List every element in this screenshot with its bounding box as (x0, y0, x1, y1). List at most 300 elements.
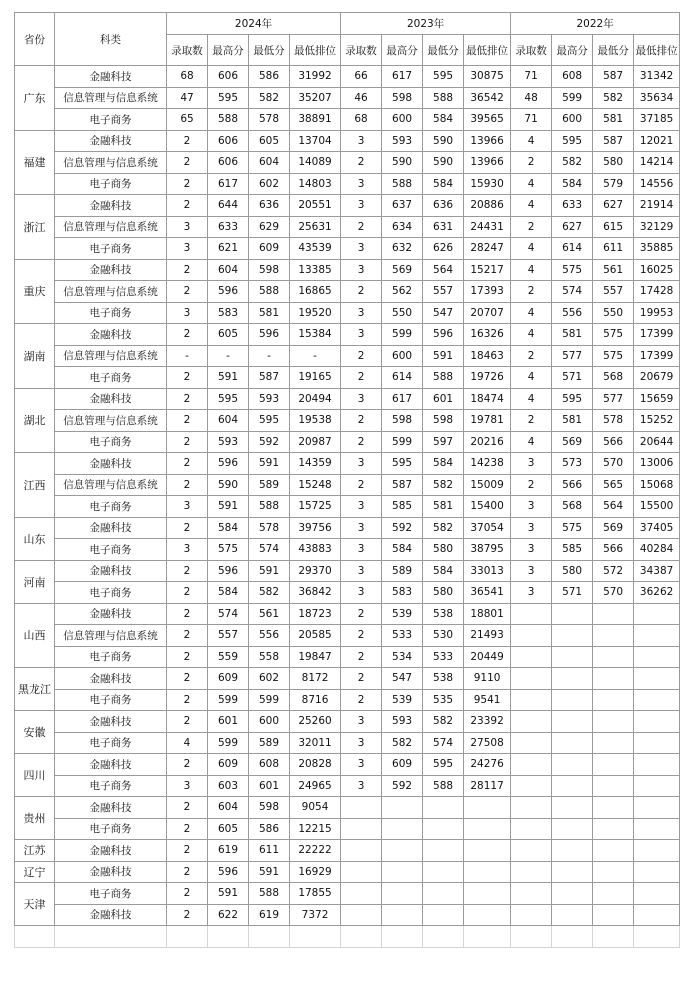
min-score-cell: 561 (593, 259, 634, 281)
table-row (15, 281, 680, 303)
table-row (15, 474, 680, 496)
admitted-count-cell: 2 (167, 453, 208, 475)
max-score-cell: 580 (552, 560, 593, 582)
max-score-cell: 583 (382, 582, 423, 604)
max-score-cell: 633 (208, 216, 249, 238)
table-row (15, 517, 680, 539)
admitted-count-cell: 4 (511, 173, 552, 195)
max-score-cell (552, 668, 593, 690)
admitted-count-cell: 2 (341, 281, 382, 303)
min-score-cell: 611 (593, 238, 634, 260)
table-row (15, 302, 680, 324)
min-rank-cell: 32129 (634, 216, 680, 238)
min-rank-cell: 13966 (464, 152, 511, 174)
min-rank-cell: 19953 (634, 302, 680, 324)
max-score-cell: 599 (382, 431, 423, 453)
admitted-count-cell: 2 (167, 625, 208, 647)
table-row (15, 324, 680, 346)
admitted-count-cell: 2 (167, 603, 208, 625)
province-cell: 辽宁 (15, 861, 55, 883)
major-cell: 金融科技 (55, 388, 167, 410)
min-rank-cell: 39565 (464, 109, 511, 131)
year-header-2022: 2022年 (511, 13, 680, 35)
table-row (15, 797, 680, 819)
min-score-cell: 597 (423, 431, 464, 453)
admitted-count-cell: 68 (341, 109, 382, 131)
admitted-count-cell: 3 (511, 539, 552, 561)
admitted-count-cell (341, 861, 382, 883)
max-score-cell: 593 (208, 431, 249, 453)
admitted-count-cell: 2 (341, 474, 382, 496)
empty-cell (290, 926, 341, 948)
max-score-cell: 575 (208, 539, 249, 561)
min-score-cell: 575 (593, 345, 634, 367)
min-rank-cell: 16929 (290, 861, 341, 883)
min-rank-cell: 12215 (290, 818, 341, 840)
min-rank-cell: 14238 (464, 453, 511, 475)
max-score-cell: 585 (382, 496, 423, 518)
min-rank-cell: 28117 (464, 775, 511, 797)
col-header-admitted: 录取数 (167, 35, 208, 66)
major-cell: 信息管理与信息系统 (55, 152, 167, 174)
max-score-cell: 598 (382, 87, 423, 109)
admitted-count-cell: 2 (167, 324, 208, 346)
table-row (15, 732, 680, 754)
admitted-count-cell: 2 (167, 130, 208, 152)
major-cell: 金融科技 (55, 130, 167, 152)
min-rank-cell (634, 754, 680, 776)
table-row (15, 345, 680, 367)
min-score-cell: 582 (423, 517, 464, 539)
major-cell: 信息管理与信息系统 (55, 625, 167, 647)
min-rank-cell: 32011 (290, 732, 341, 754)
admitted-count-cell (511, 732, 552, 754)
admitted-count-cell: 65 (167, 109, 208, 131)
admitted-count-cell: 2 (167, 646, 208, 668)
admitted-count-cell: 3 (167, 496, 208, 518)
max-score-cell: 599 (208, 732, 249, 754)
max-score-cell: 599 (382, 324, 423, 346)
admitted-count-cell: 2 (167, 818, 208, 840)
table-row (15, 603, 680, 625)
empty-cell (15, 926, 55, 948)
table-row (15, 625, 680, 647)
min-score-cell (593, 732, 634, 754)
table-row (15, 130, 680, 152)
min-rank-cell: 37054 (464, 517, 511, 539)
min-rank-cell: 31992 (290, 66, 341, 88)
admitted-count-cell: 4 (511, 431, 552, 453)
admitted-count-cell: 3 (341, 388, 382, 410)
major-cell: 电子商务 (55, 496, 167, 518)
admitted-count-cell: 2 (167, 883, 208, 905)
min-score-cell: 629 (249, 216, 290, 238)
admitted-count-cell (511, 818, 552, 840)
min-score-cell: 556 (249, 625, 290, 647)
min-rank-cell: 21493 (464, 625, 511, 647)
major-cell: 电子商务 (55, 646, 167, 668)
min-rank-cell: 20987 (290, 431, 341, 453)
major-cell: 信息管理与信息系统 (55, 216, 167, 238)
admitted-count-cell (511, 668, 552, 690)
min-score-cell: 578 (249, 109, 290, 131)
admitted-count-cell: 66 (341, 66, 382, 88)
admitted-count-cell (511, 861, 552, 883)
min-score-cell: 538 (423, 668, 464, 690)
major-cell: 金融科技 (55, 711, 167, 733)
min-score-cell: 584 (423, 560, 464, 582)
admitted-count-cell: 2 (167, 367, 208, 389)
max-score-cell: 571 (552, 367, 593, 389)
min-score-cell: 538 (423, 603, 464, 625)
admitted-count-cell (511, 904, 552, 926)
min-rank-cell: 22222 (290, 840, 341, 862)
max-score-cell: 617 (382, 388, 423, 410)
admitted-count-cell (511, 646, 552, 668)
admitted-count-cell: 3 (167, 775, 208, 797)
min-rank-cell (634, 904, 680, 926)
max-score-cell: 584 (382, 539, 423, 561)
admitted-count-cell (341, 818, 382, 840)
min-rank-cell: 15725 (290, 496, 341, 518)
max-score-cell (552, 711, 593, 733)
min-rank-cell (464, 818, 511, 840)
admitted-count-cell: 3 (341, 496, 382, 518)
max-score-cell: 600 (552, 109, 593, 131)
admitted-count-cell: 2 (167, 517, 208, 539)
min-score-cell: 615 (593, 216, 634, 238)
admitted-count-cell: 2 (511, 281, 552, 303)
min-rank-cell: 17393 (464, 281, 511, 303)
admitted-count-cell: 68 (167, 66, 208, 88)
min-rank-cell: 15500 (634, 496, 680, 518)
max-score-cell: 632 (382, 238, 423, 260)
min-rank-cell: 29370 (290, 560, 341, 582)
admitted-count-cell: 3 (341, 195, 382, 217)
min-rank-cell: 20679 (634, 367, 680, 389)
max-score-cell (552, 883, 593, 905)
min-rank-cell (464, 883, 511, 905)
min-score-cell: 587 (249, 367, 290, 389)
min-score-cell: 581 (593, 109, 634, 131)
min-rank-cell: 43883 (290, 539, 341, 561)
min-rank-cell (634, 775, 680, 797)
min-rank-cell: 19781 (464, 410, 511, 432)
max-score-cell: 534 (382, 646, 423, 668)
major-cell: 电子商务 (55, 818, 167, 840)
min-score-cell: 564 (593, 496, 634, 518)
max-score-cell: 596 (208, 861, 249, 883)
province-cell: 天津 (15, 883, 55, 926)
min-score-cell: 598 (423, 410, 464, 432)
col-header-min-score: 最低分 (593, 35, 634, 66)
min-score-cell (423, 797, 464, 819)
admitted-count-cell: 4 (511, 195, 552, 217)
max-score-cell: 596 (208, 281, 249, 303)
min-score-cell: 601 (423, 388, 464, 410)
major-cell: 电子商务 (55, 109, 167, 131)
max-score-cell: 574 (208, 603, 249, 625)
min-score-cell: 591 (249, 560, 290, 582)
max-score-cell: 591 (208, 367, 249, 389)
min-rank-cell: 19726 (464, 367, 511, 389)
min-rank-cell: 17428 (634, 281, 680, 303)
max-score-cell: 595 (208, 388, 249, 410)
empty-cell (634, 926, 680, 948)
admitted-count-cell (511, 689, 552, 711)
table-row (15, 711, 680, 733)
max-score-cell: 595 (208, 87, 249, 109)
min-rank-cell: 20828 (290, 754, 341, 776)
table-row (15, 259, 680, 281)
max-score-cell: 584 (208, 517, 249, 539)
admitted-count-cell: 3 (341, 238, 382, 260)
min-rank-cell: 20886 (464, 195, 511, 217)
max-score-cell (382, 818, 423, 840)
min-rank-cell: 15248 (290, 474, 341, 496)
min-score-cell: 570 (593, 453, 634, 475)
province-cell: 湖南 (15, 324, 55, 389)
empty-cell (464, 926, 511, 948)
min-rank-cell: 15384 (290, 324, 341, 346)
min-rank-cell: 33013 (464, 560, 511, 582)
min-rank-cell: 20644 (634, 431, 680, 453)
min-rank-cell: 14214 (634, 152, 680, 174)
min-score-cell: 580 (423, 582, 464, 604)
table-row (15, 431, 680, 453)
admitted-count-cell: 2 (167, 904, 208, 926)
min-score-cell (593, 646, 634, 668)
min-score-cell: 588 (249, 496, 290, 518)
min-rank-cell: 18723 (290, 603, 341, 625)
admitted-count-cell: 2 (511, 216, 552, 238)
admitted-count-cell: 3 (341, 732, 382, 754)
min-rank-cell (634, 840, 680, 862)
admitted-count-cell: 2 (511, 474, 552, 496)
max-score-cell: 627 (552, 216, 593, 238)
col-header-admitted: 录取数 (341, 35, 382, 66)
year-header-2023: 2023年 (341, 13, 511, 35)
min-rank-cell (634, 711, 680, 733)
admitted-count-cell: 3 (167, 216, 208, 238)
max-score-cell: 600 (382, 109, 423, 131)
max-score-cell: 575 (552, 517, 593, 539)
min-score-cell: 580 (593, 152, 634, 174)
province-cell: 山西 (15, 603, 55, 668)
major-cell: 电子商务 (55, 689, 167, 711)
min-score-cell (593, 754, 634, 776)
min-score-cell: 566 (593, 539, 634, 561)
max-score-cell: 600 (382, 345, 423, 367)
min-score-cell (593, 625, 634, 647)
min-score-cell: 591 (249, 453, 290, 475)
admitted-count-cell: 2 (341, 152, 382, 174)
table-body (15, 66, 680, 948)
min-score-cell: 589 (249, 732, 290, 754)
min-score-cell: 579 (593, 173, 634, 195)
table-row (15, 216, 680, 238)
min-rank-cell (464, 861, 511, 883)
table-row (15, 818, 680, 840)
table-row (15, 668, 680, 690)
admitted-count-cell: 3 (341, 259, 382, 281)
min-rank-cell (634, 818, 680, 840)
min-score-cell (423, 818, 464, 840)
max-score-cell: 591 (208, 496, 249, 518)
min-score-cell (593, 818, 634, 840)
min-score-cell: 592 (249, 431, 290, 453)
min-score-cell (423, 883, 464, 905)
max-score-cell: 634 (382, 216, 423, 238)
min-score-cell: 570 (593, 582, 634, 604)
max-score-cell: 569 (552, 431, 593, 453)
min-rank-cell: 19538 (290, 410, 341, 432)
max-score-cell: 604 (208, 410, 249, 432)
max-score-cell: 592 (382, 775, 423, 797)
min-score-cell: 596 (249, 324, 290, 346)
min-rank-cell: 16326 (464, 324, 511, 346)
min-rank-cell: 15400 (464, 496, 511, 518)
admitted-count-cell: 2 (341, 689, 382, 711)
admitted-count-cell: 2 (167, 797, 208, 819)
admitted-count-cell: 2 (167, 152, 208, 174)
min-score-cell: 596 (423, 324, 464, 346)
min-score-cell: 626 (423, 238, 464, 260)
admitted-count-cell: 2 (341, 625, 382, 647)
col-header-max-score: 最高分 (552, 35, 593, 66)
admitted-count-cell: 3 (167, 238, 208, 260)
col-header-min-score: 最低分 (423, 35, 464, 66)
max-score-cell: 606 (208, 130, 249, 152)
table-row (15, 238, 680, 260)
table-row (15, 195, 680, 217)
province-cell: 山东 (15, 517, 55, 560)
min-rank-cell (464, 904, 511, 926)
admitted-count-cell (511, 754, 552, 776)
min-rank-cell (634, 797, 680, 819)
admitted-count-cell: 4 (511, 388, 552, 410)
min-rank-cell: 16025 (634, 259, 680, 281)
admitted-count-cell: 46 (341, 87, 382, 109)
major-cell: 金融科技 (55, 797, 167, 819)
min-score-cell: 568 (593, 367, 634, 389)
province-cell: 安徽 (15, 711, 55, 754)
min-rank-cell: 36842 (290, 582, 341, 604)
min-rank-cell: 15252 (634, 410, 680, 432)
min-score-cell: 584 (423, 453, 464, 475)
max-score-cell (552, 818, 593, 840)
major-cell: 电子商务 (55, 302, 167, 324)
table-row (15, 87, 680, 109)
max-score-cell: 581 (552, 324, 593, 346)
min-score-cell: 565 (593, 474, 634, 496)
max-score-cell: 637 (382, 195, 423, 217)
min-rank-cell: 9541 (464, 689, 511, 711)
min-score-cell: 575 (593, 324, 634, 346)
table-row (15, 861, 680, 883)
admitted-count-cell: 3 (341, 173, 382, 195)
major-cell: 金融科技 (55, 259, 167, 281)
max-score-cell: 566 (552, 474, 593, 496)
min-rank-cell: 15217 (464, 259, 511, 281)
min-rank-cell: 21914 (634, 195, 680, 217)
province-cell: 湖北 (15, 388, 55, 453)
min-score-cell: 636 (249, 195, 290, 217)
min-score-cell: 584 (423, 109, 464, 131)
max-score-cell (552, 797, 593, 819)
min-score-cell: 557 (423, 281, 464, 303)
max-score-cell: 591 (208, 883, 249, 905)
max-score-cell: 584 (208, 582, 249, 604)
min-score-cell: 582 (593, 87, 634, 109)
max-score-cell: 598 (382, 410, 423, 432)
col-header-max-score: 最高分 (382, 35, 423, 66)
province-cell: 江西 (15, 453, 55, 518)
admitted-count-cell: 2 (167, 281, 208, 303)
major-cell: 信息管理与信息系统 (55, 87, 167, 109)
max-score-cell: 606 (208, 152, 249, 174)
min-score-cell: 586 (249, 818, 290, 840)
province-header: 省份 (15, 13, 55, 66)
max-score-cell: 609 (208, 754, 249, 776)
major-cell: 金融科技 (55, 904, 167, 926)
admitted-count-cell: 2 (341, 646, 382, 668)
min-score-cell: 558 (249, 646, 290, 668)
col-header-min-rank: 最低排位 (634, 35, 680, 66)
admitted-count-cell: 2 (511, 410, 552, 432)
max-score-cell: 617 (382, 66, 423, 88)
min-rank-cell: 37185 (634, 109, 680, 131)
major-cell: 电子商务 (55, 173, 167, 195)
major-cell: 电子商务 (55, 238, 167, 260)
max-score-cell: 557 (208, 625, 249, 647)
admitted-count-cell: 3 (341, 582, 382, 604)
admitted-count-cell: 3 (511, 582, 552, 604)
min-score-cell: 578 (593, 410, 634, 432)
min-score-cell (593, 840, 634, 862)
min-score-cell: 598 (249, 259, 290, 281)
min-rank-cell: 27508 (464, 732, 511, 754)
table-row (15, 582, 680, 604)
min-score-cell: 602 (249, 668, 290, 690)
admitted-count-cell: 3 (167, 539, 208, 561)
admitted-count-cell (341, 840, 382, 862)
admitted-count-cell: 2 (167, 861, 208, 883)
max-score-cell: 587 (382, 474, 423, 496)
max-score-cell: 539 (382, 689, 423, 711)
min-rank-cell: 43539 (290, 238, 341, 260)
max-score-cell: 596 (208, 453, 249, 475)
admitted-count-cell (341, 904, 382, 926)
max-score-cell: 595 (552, 130, 593, 152)
max-score-cell: 577 (552, 345, 593, 367)
table-row (15, 689, 680, 711)
major-cell: 金融科技 (55, 517, 167, 539)
max-score-cell: 633 (552, 195, 593, 217)
category-header: 科类 (55, 13, 167, 66)
major-cell: 金融科技 (55, 861, 167, 883)
province-cell: 重庆 (15, 259, 55, 324)
table-row (15, 775, 680, 797)
major-cell: 电子商务 (55, 732, 167, 754)
admitted-count-cell: 3 (341, 711, 382, 733)
admitted-count-cell: 2 (511, 152, 552, 174)
min-rank-cell: 16865 (290, 281, 341, 303)
max-score-cell: 604 (208, 797, 249, 819)
admitted-count-cell: 4 (511, 130, 552, 152)
min-score-cell: 566 (593, 431, 634, 453)
min-rank-cell: 37405 (634, 517, 680, 539)
